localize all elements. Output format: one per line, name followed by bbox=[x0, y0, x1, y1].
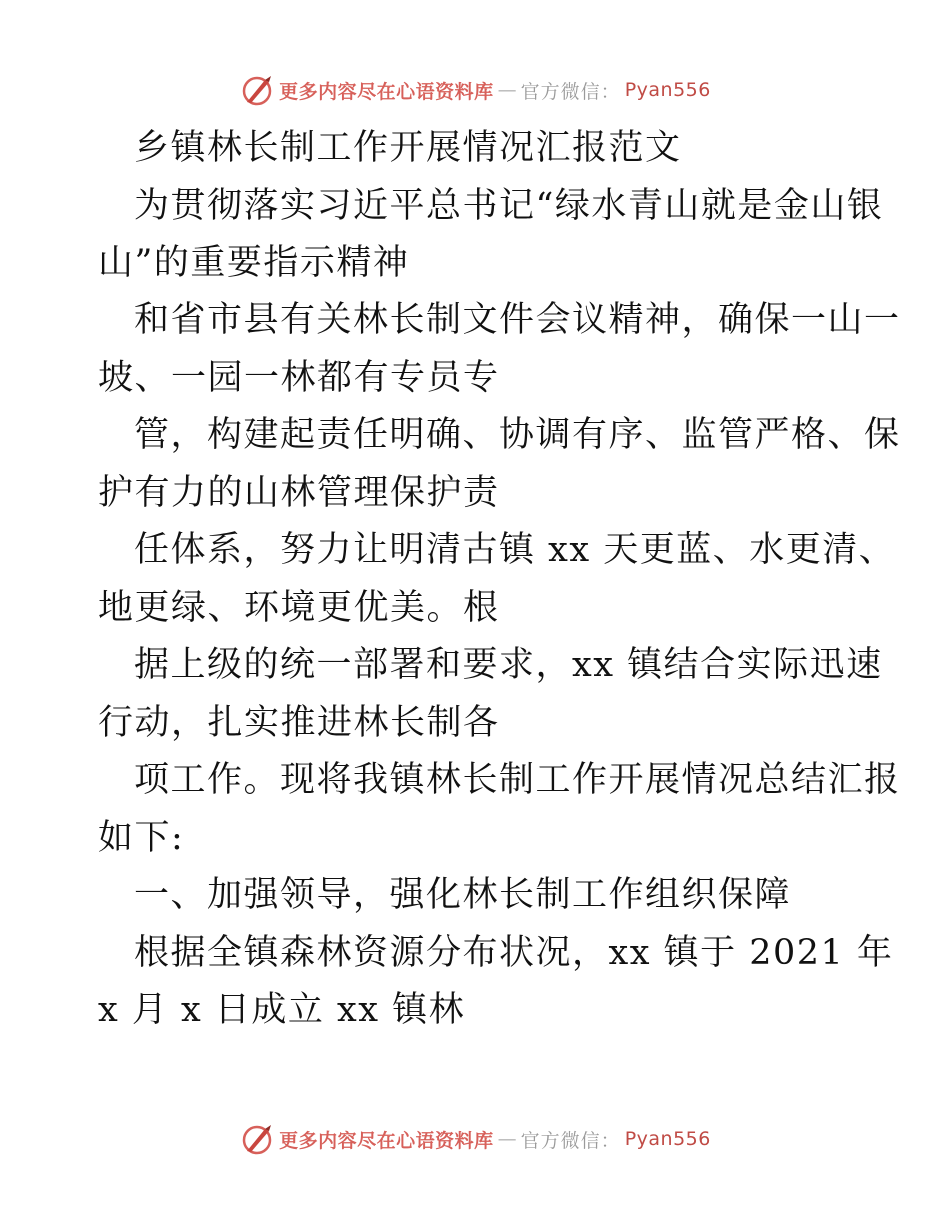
watermark-brand: 更多内容尽在心语资料库 bbox=[279, 1129, 494, 1152]
paragraph-line: 坡、一园一林都有专员专 bbox=[98, 358, 500, 398]
paragraph-line: 管，构建起责任明确、协调有序、监管严格、保 bbox=[134, 415, 901, 455]
watermark-label: 官方微信： bbox=[520, 1129, 621, 1152]
paragraph-line: x 月 x 日成立 xx 镇林 bbox=[98, 990, 466, 1030]
paragraph-line: 山”的重要指示精神 bbox=[98, 243, 410, 283]
paragraph-line: 项工作。现将我镇林长制工作开展情况总结汇报 bbox=[134, 760, 901, 800]
watermark-wechat-id: Pyan556 bbox=[624, 1128, 711, 1150]
paragraph-line: 根据全镇森林资源分布状况，xx 镇于 2021 年 bbox=[134, 933, 894, 973]
watermark-header bbox=[0, 70, 950, 110]
section-heading: 一、加强领导，强化林长制工作组织保障 bbox=[134, 875, 792, 915]
watermark-separator: — bbox=[497, 79, 517, 101]
document-title: 乡镇林长制工作开展情况汇报范文 bbox=[134, 128, 682, 168]
watermark-separator: — bbox=[497, 1128, 517, 1150]
paragraph-line: 任体系，努力让明清古镇 xx 天更蓝、水更清、 bbox=[134, 530, 896, 570]
paragraph-line: 据上级的统一部署和要求，xx 镇结合实际迅速 bbox=[134, 645, 883, 685]
watermark-footer bbox=[0, 1119, 950, 1159]
quill-pen-circle-icon bbox=[239, 1121, 275, 1157]
paragraph-line: 行动，扎实推进林长制各 bbox=[98, 703, 500, 743]
quill-pen-circle-icon bbox=[239, 72, 275, 108]
paragraph-line: 护有力的山林管理保护责 bbox=[98, 473, 500, 513]
watermark-label: 官方微信： bbox=[520, 80, 621, 103]
paragraph-line: 地更绿、环境更优美。根 bbox=[98, 588, 500, 628]
watermark-wechat-id: Pyan556 bbox=[624, 79, 711, 101]
paragraph-line: 为贯彻落实习近平总书记“绿水青山就是金山银 bbox=[134, 186, 884, 226]
paragraph-line: 如下: bbox=[98, 818, 185, 858]
paragraph-line: 和省市县有关林长制文件会议精神，确保一山一 bbox=[134, 300, 901, 340]
watermark-brand: 更多内容尽在心语资料库 bbox=[279, 80, 494, 103]
